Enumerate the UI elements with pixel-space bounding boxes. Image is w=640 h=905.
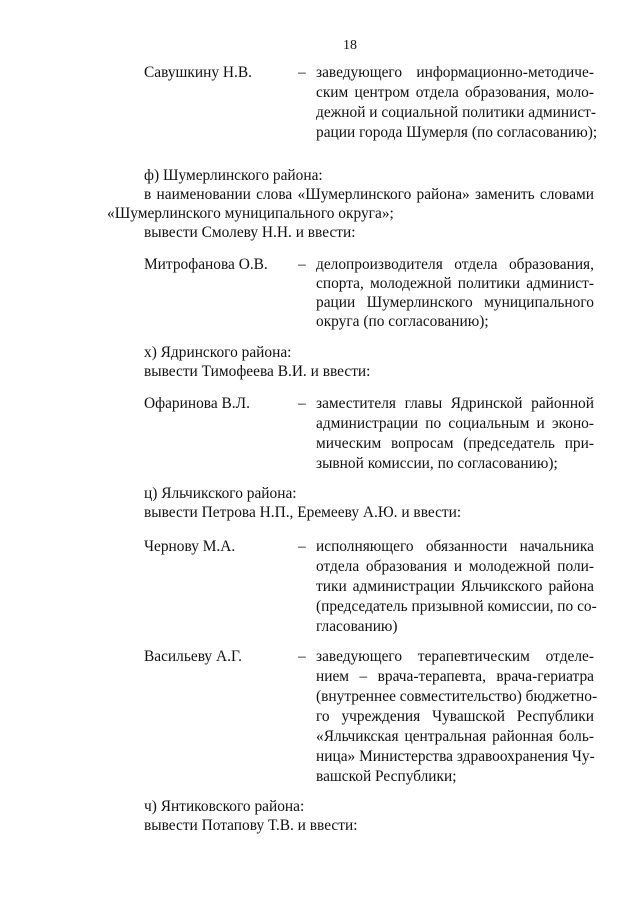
person-name: Митрофанова О.В. (144, 256, 268, 273)
page-number: 18 (343, 38, 357, 53)
position-line: заведующего информационно-методиче- (316, 64, 594, 81)
paragraph-line: в наименовании слова «Шумерлинского района» заменить словами (144, 186, 594, 203)
dash-separator: – (298, 395, 306, 412)
person-name: Офаринова В.Л. (144, 395, 250, 412)
paragraph-line: «Шумерлинского муниципального округа»; (107, 205, 394, 222)
position-line: зывной комиссии, по согласованию); (316, 455, 558, 472)
position-line: ским центром отдела образования, моло- (316, 84, 594, 101)
position-line: спорта, молодежной политики админист- (316, 275, 594, 292)
section-heading: ц) Яльчикского района: (144, 485, 297, 502)
position-line: нием – врача-терапевта, врача-гериатра (316, 668, 594, 685)
position-line: (председатель призывной комиссии, по со- (316, 598, 597, 615)
dash-separator: – (298, 538, 306, 555)
dash-separator: – (298, 256, 306, 273)
paragraph-line: вывести Потапову Т.В. и ввести: (144, 817, 358, 834)
person-name: Васильеву А.Г. (144, 648, 242, 665)
position-line: исполняющего обязанности начальника (316, 538, 594, 555)
section-heading: х) Ядринского района: (144, 344, 292, 361)
position-line: дежной и социальной политики админист- (316, 104, 597, 121)
person-name: Савушкину Н.В. (144, 64, 252, 81)
position-line: мическим вопросам (председатель при- (316, 435, 594, 452)
position-line: заместителя главы Ядринской районной (316, 395, 594, 412)
position-line: рации города Шумерля (по согласованию); (316, 124, 598, 141)
position-line: (внутреннее совместительство) бюджетно- (316, 688, 598, 705)
paragraph-line: вывести Смолеву Н.Н. и ввести: (144, 224, 356, 241)
position-line: ница» Министерства здравоохранения Чу- (316, 748, 595, 765)
position-line: делопроизводителя отдела образования, (316, 256, 594, 273)
position-line: округа (по согласованию); (316, 313, 489, 330)
person-name: Чернову М.А. (144, 538, 236, 555)
position-line: отдела образования и молодежной поли- (316, 558, 594, 575)
position-line: гласованию) (316, 618, 398, 635)
position-line: администрации по социальным и эконо- (316, 415, 594, 432)
position-line: го учреждения Чувашской Республики (316, 708, 594, 725)
section-heading: ф) Шумерлинского района: (144, 167, 323, 184)
position-line: рации Шумерлинского муниципального (316, 294, 594, 311)
position-line: заведующего терапевтическим отделе- (316, 648, 594, 665)
position-line: «Яльчикская центральная районная боль- (316, 728, 594, 745)
position-line: вашской Республики; (316, 768, 457, 785)
section-heading: ч) Янтиковского района: (144, 798, 305, 815)
position-line: тики администрации Яльчикского района (316, 578, 594, 595)
paragraph-line: вывести Петрова Н.П., Еремееву А.Ю. и ввести: (144, 504, 462, 521)
paragraph-line: вывести Тимофеева В.И. и ввести: (144, 363, 371, 380)
dash-separator: – (298, 64, 306, 81)
dash-separator: – (298, 648, 306, 665)
